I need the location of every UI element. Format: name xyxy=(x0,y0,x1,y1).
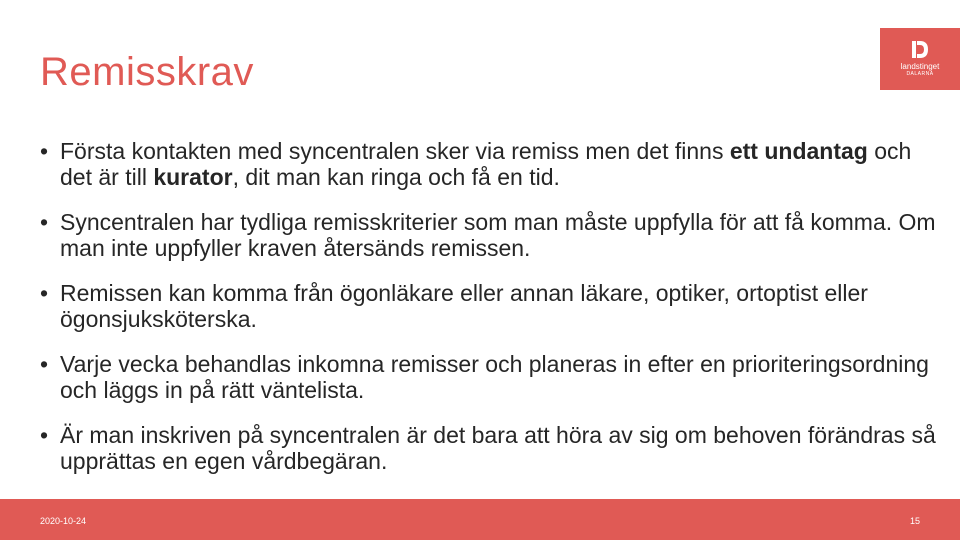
bullet-item xyxy=(38,138,938,190)
bullet-text: Varje vecka behandlas inkomna remisser och planeras in efter en prioriteringsordning och läggs in på rätt väntelista. xyxy=(60,351,929,403)
bullet-item xyxy=(38,422,938,474)
bullet-marker: • xyxy=(40,280,49,306)
bullet-marker: • xyxy=(40,422,49,448)
footer-date: 2020-10-24 xyxy=(40,516,87,526)
bullet-text: , dit man kan ringa och få en tid. xyxy=(232,164,560,190)
bullet-list xyxy=(38,138,938,493)
page-number: 15 xyxy=(909,516,920,526)
logo-icon xyxy=(909,40,931,60)
bullet-text: och det är till xyxy=(60,138,912,190)
bullet-text: Syncentralen har tydliga remisskriterier som man måste uppfylla för att få komma. Om man inte uppfyller kraven återsänds remissen. xyxy=(60,209,936,261)
footer-bar xyxy=(0,499,960,540)
bullet-marker: • xyxy=(40,209,49,235)
bullet-marker: • xyxy=(40,351,49,377)
bullet-text: Är man inskriven på syncentralen är det bara att höra av sig om behoven förändras så upprättas en egen vårdbegäran. xyxy=(60,422,936,474)
bullet-text-bold: ett undantag xyxy=(729,138,868,164)
logo-subtitle: DALARNA xyxy=(906,71,934,77)
bullet-text: Första kontakten med syncentralen sker via remiss men det finns xyxy=(60,138,730,164)
slide-title: Remisskrav xyxy=(40,50,254,94)
bullet-item xyxy=(38,351,938,403)
bullet-text: Remissen kan komma från ögonläkare eller annan läkare, optiker, ortoptist eller ögonsjuksköterska. xyxy=(60,280,868,332)
bullet-marker: • xyxy=(40,138,49,164)
bullet-item xyxy=(38,280,938,332)
bullet-text-bold: kurator xyxy=(153,164,233,190)
logo xyxy=(880,28,960,90)
bullet-item xyxy=(38,209,938,261)
logo-name: landstinget xyxy=(900,62,940,71)
